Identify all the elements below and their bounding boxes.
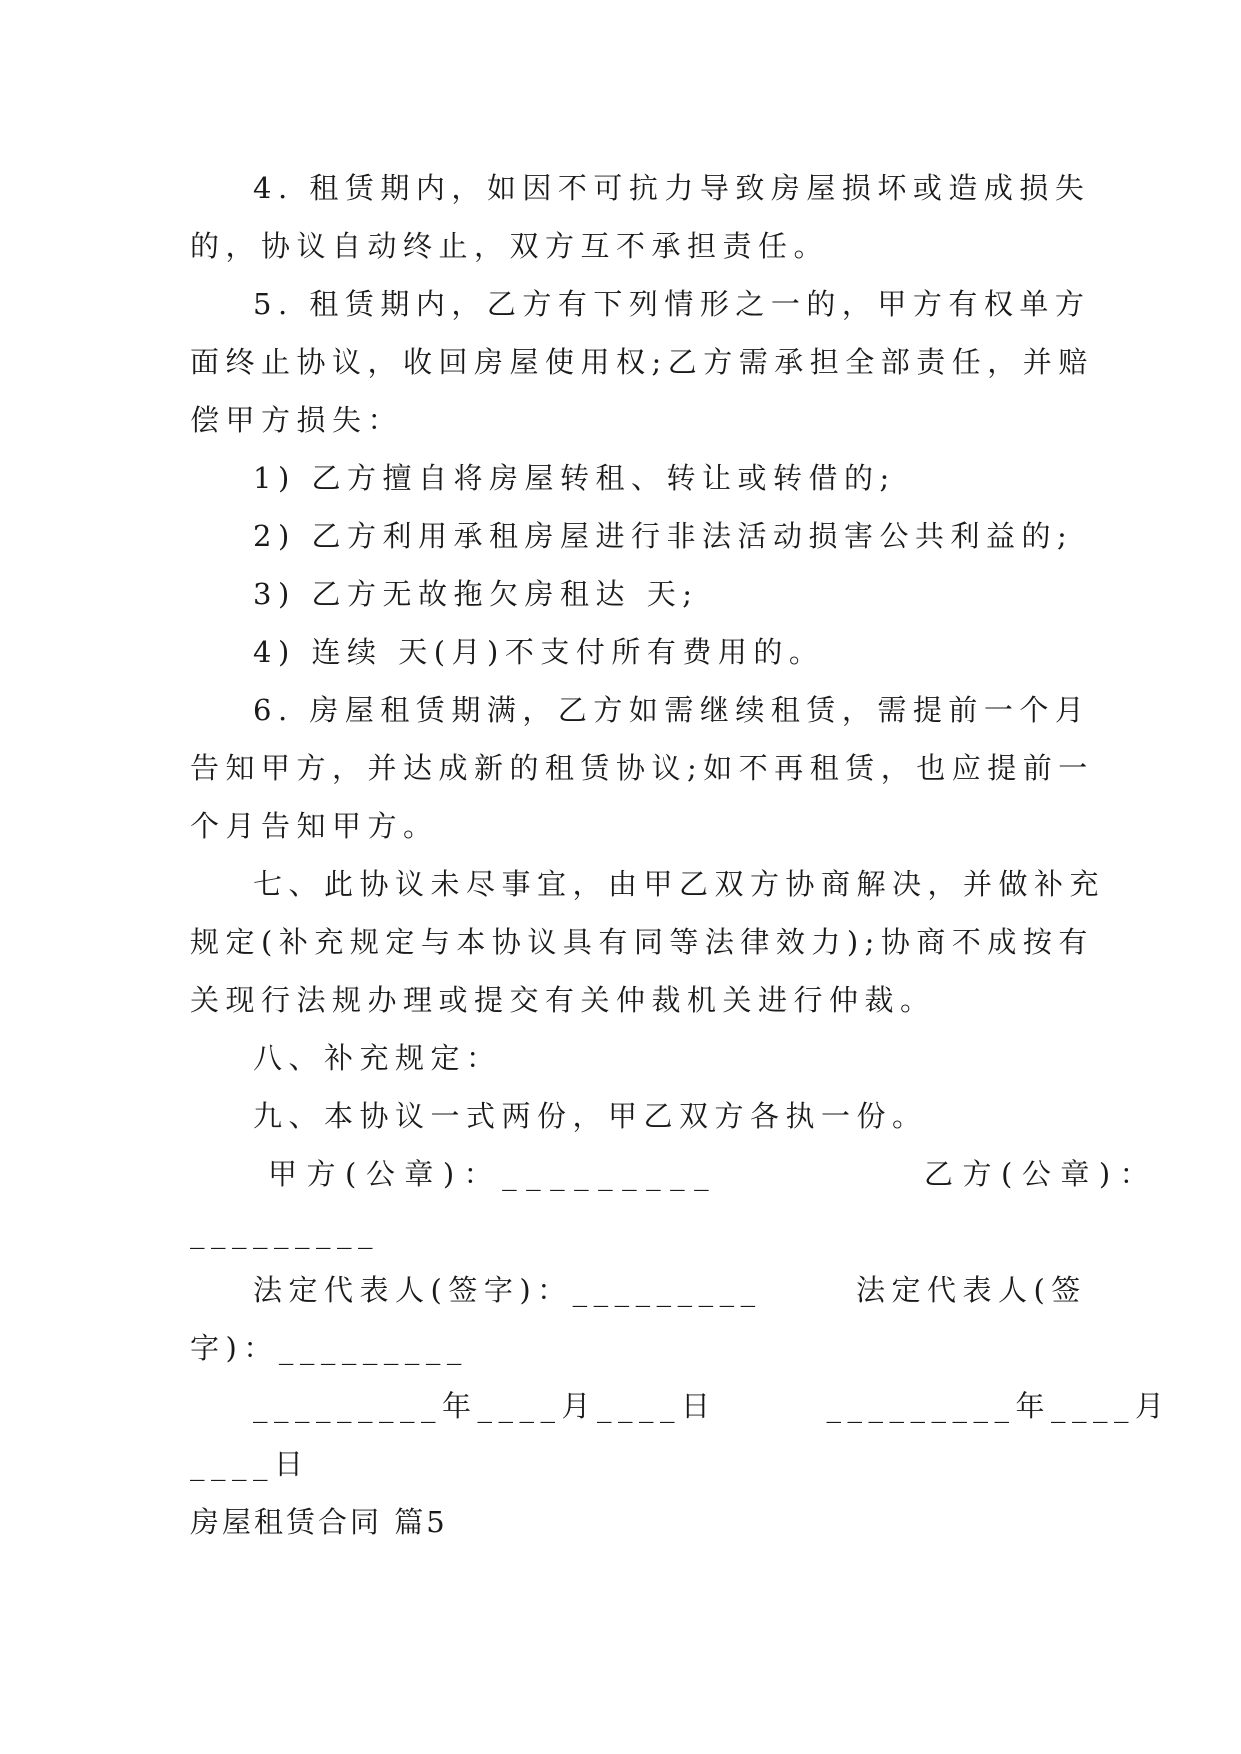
representative-line-1: 法定代表人(签字)：_________ 法定代表人(签 — [253, 1273, 1087, 1307]
sub-item-2: 2) 乙方利用承租房屋进行非法活动损害公共利益的; — [253, 519, 1074, 553]
seal-line: 甲方(公章)：_________ 乙方(公章)： — [268, 1157, 1159, 1191]
date-line-2: ____日 — [190, 1447, 310, 1481]
clause-seven-line-2: 规定(补充规定与本协议具有同等法律效力);协商不成按有 — [190, 925, 1094, 959]
clause-seven-line-3: 关现行法规办理或提交有关仲裁机关进行仲裁。 — [190, 983, 936, 1017]
date-line-1: _________年____月____日 _________年____月 — [253, 1389, 1171, 1423]
clause-6-line-3: 个月告知甲方。 — [190, 809, 439, 843]
sub-item-1: 1) 乙方擅自将房屋转租、转让或转借的; — [253, 461, 896, 495]
representative-line-2: 字)：_________ — [190, 1331, 468, 1365]
seal-line-blank: _________ — [190, 1215, 379, 1249]
clause-eight: 八、补充规定： — [253, 1041, 502, 1075]
clause-4-line-1: 4. 租赁期内，如因不可抗力导致房屋损坏或造成损失 — [253, 171, 1091, 205]
clause-6-line-1: 6. 房屋租赁期满，乙方如需继续租赁，需提前一个月 — [253, 693, 1091, 727]
clause-seven-line-1: 七、此协议未尽事宜，由甲乙双方协商解决，并做补充 — [253, 867, 1106, 901]
clause-5-line-3: 偿甲方损失： — [190, 403, 404, 437]
clause-5-line-2: 面终止协议，收回房屋使用权;乙方需承担全部责任，并赔 — [190, 345, 1094, 379]
clause-nine: 九、本协议一式两份，甲乙双方各执一份。 — [253, 1099, 928, 1133]
sub-item-3: 3) 乙方无故拖欠房租达 天; — [253, 577, 699, 611]
clause-5-line-1: 5. 租赁期内，乙方有下列情形之一的，甲方有权单方 — [253, 287, 1091, 321]
clause-4-line-2: 的，协议自动终止，双方互不承担责任。 — [190, 229, 830, 263]
clause-6-line-2: 告知甲方，并达成新的租赁协议;如不再租赁，也应提前一 — [190, 751, 1094, 785]
section-heading: 房屋租赁合同 篇5 — [190, 1505, 448, 1539]
sub-item-4: 4) 连续 天(月)不支付所有费用的。 — [253, 635, 825, 669]
